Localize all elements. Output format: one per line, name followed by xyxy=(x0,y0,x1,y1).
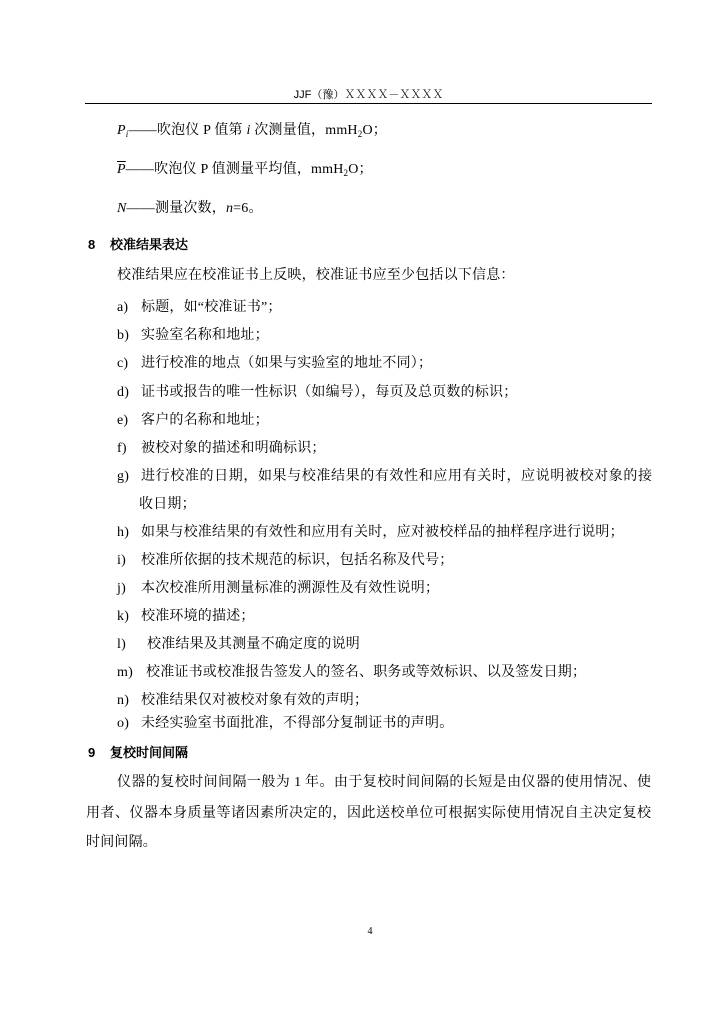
list-marker: g) xyxy=(117,469,130,484)
section-9-heading xyxy=(88,743,188,763)
paragraph-line: 时间间隔。 xyxy=(86,835,157,850)
section-title: 校准结果表达 xyxy=(110,237,189,252)
list-item-text: 证书或报告的唯一性标识（如编号），每页及总页数的标识； xyxy=(141,385,518,400)
definition-text: ——吹泡仪 P 值第 xyxy=(128,123,247,138)
header-rule xyxy=(85,103,652,104)
list-item xyxy=(117,354,432,374)
list-item xyxy=(117,326,269,346)
list-item-continuation: 收日期； xyxy=(139,497,196,512)
section-number: 9 xyxy=(88,745,96,760)
definition-text: =6。 xyxy=(233,201,263,216)
definition-variable: i xyxy=(246,123,251,138)
list-item xyxy=(117,439,326,459)
list-item xyxy=(117,579,439,599)
paragraph-line: 仪器的复校时间间隔一般为 1 年。由于复校时间间隔的长短是由仪器的使用情况、使 xyxy=(117,775,651,790)
list-item xyxy=(117,411,269,431)
definition-n xyxy=(117,199,263,219)
definition-symbol-subscript: i xyxy=(125,129,129,139)
definition-pi xyxy=(117,121,387,141)
list-item xyxy=(117,714,453,734)
list-item xyxy=(117,551,453,571)
definition-symbol: P xyxy=(117,123,126,138)
list-item xyxy=(117,663,586,683)
list-marker: m) xyxy=(117,665,133,680)
list-item-text: 被校对象的描述和明确标识； xyxy=(141,441,326,456)
list-item-text: 校准证书或校准报告签发人的签名、职务或等效标识、以及签发日期； xyxy=(146,665,587,680)
section-title: 复校时间间隔 xyxy=(110,745,189,760)
list-item-text: 标题，如“校准证书”； xyxy=(141,300,282,315)
definition-text: 次测量值，mmH xyxy=(250,123,358,138)
list-item-text: 进行校准的地点（如果与实验室的地址不同）； xyxy=(141,356,433,371)
definition-text: ——吹泡仪 P 值测量平均值，mmH xyxy=(125,162,344,177)
definition-text: O； xyxy=(348,162,373,177)
unit-subscript: 2 xyxy=(357,129,363,139)
page-number: 4 xyxy=(367,926,373,937)
list-item xyxy=(117,607,255,627)
definition-symbol-mean: $\overline{P}$ xyxy=(117,162,126,177)
list-marker: b) xyxy=(117,328,130,343)
list-marker: o) xyxy=(117,716,130,731)
definition-symbol: N xyxy=(117,201,127,216)
list-item-text: 客户的名称和地址； xyxy=(141,413,269,428)
list-marker: n) xyxy=(117,693,130,708)
list-item-text: 实验室名称和地址； xyxy=(141,328,269,343)
list-item xyxy=(117,298,282,318)
list-marker: h) xyxy=(117,525,130,540)
list-marker: a) xyxy=(117,300,129,315)
definition-variable: n xyxy=(225,201,234,216)
list-item-text: 如果与校准结果的有效性和应用有关时，应对被校样品的抽样程序进行说明； xyxy=(141,525,624,540)
list-marker: j) xyxy=(117,581,126,596)
list-item xyxy=(117,691,368,711)
definition-text: ——测量次数， xyxy=(126,201,226,216)
list-item xyxy=(117,383,517,403)
list-marker: d) xyxy=(117,385,130,400)
definition-text: O； xyxy=(362,123,387,138)
list-marker: c) xyxy=(117,356,129,371)
list-item-text: 本次校准所用测量标准的溯源性及有效性说明； xyxy=(141,581,440,596)
page-header-code: JJF（豫）ＸＸＸＸ－ＸＸＸＸ xyxy=(293,89,444,101)
list-item-text: 校准结果仅对被校对象有效的声明； xyxy=(141,693,369,708)
list-item-text: 校准所依据的技术规范的标识，包括名称及代号； xyxy=(141,553,454,568)
list-item xyxy=(117,523,624,543)
list-item-text: 校准环境的描述； xyxy=(141,609,255,624)
list-marker: e) xyxy=(117,413,129,428)
list-item xyxy=(117,635,360,655)
list-marker: f) xyxy=(117,441,127,456)
paragraph-line: 用者、仪器本身质量等诸因素所决定的，因此送校单位可根据实际使用情况自主决定复校 xyxy=(86,806,651,821)
list-marker: i) xyxy=(117,553,126,568)
list-item xyxy=(117,467,652,487)
list-item-text: 进行校准的日期，如果与校准结果的有效性和应用有关时，应说明被校对象的接 xyxy=(141,469,652,484)
section-8-heading xyxy=(88,235,188,255)
list-marker: l) xyxy=(117,637,126,652)
list-item-text: 校准结果及其测量不确定度的说明 xyxy=(147,637,360,652)
list-marker: k) xyxy=(117,609,130,624)
definition-pbar xyxy=(117,160,373,180)
list-item-text: 未经实验室书面批准，不得部分复制证书的声明。 xyxy=(141,716,454,731)
unit-subscript: 2 xyxy=(343,168,349,178)
section-number: 8 xyxy=(88,237,96,252)
section-8-intro: 校准结果应在校准证书上反映，校准证书应至少包括以下信息： xyxy=(117,268,515,283)
